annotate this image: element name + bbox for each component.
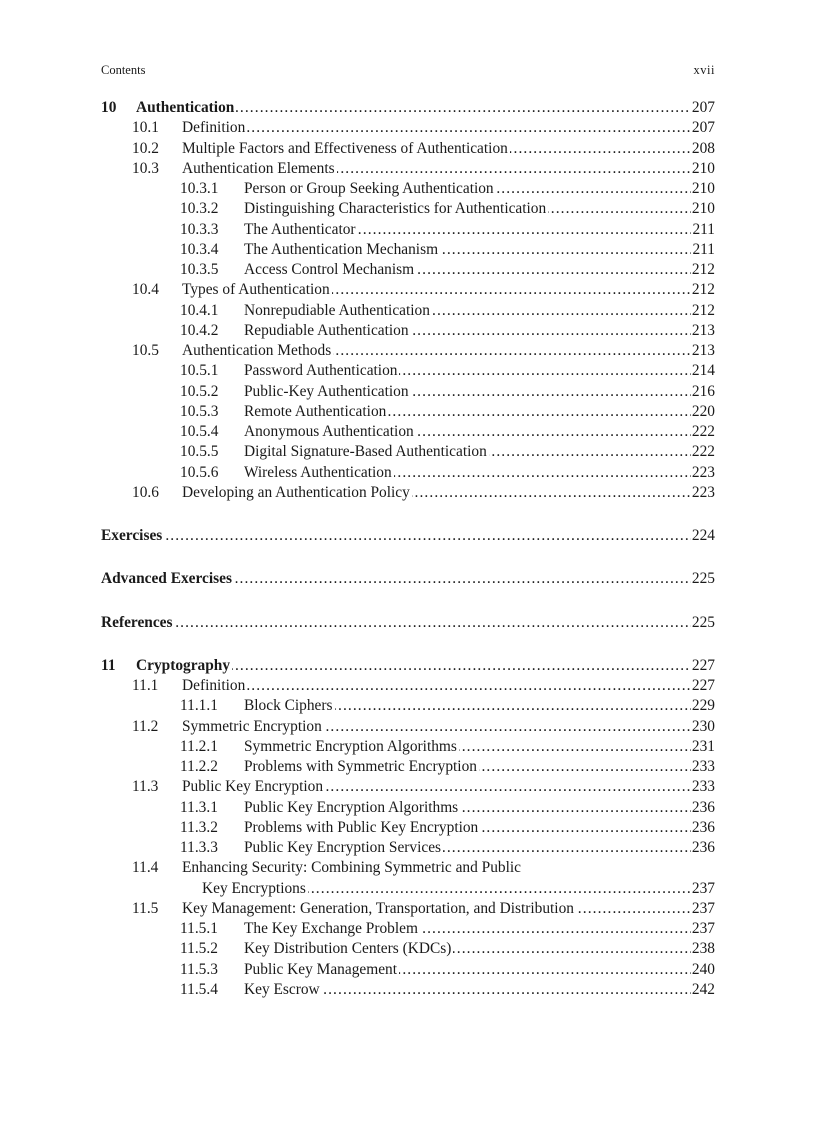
toc-entry-number: 11.1.1 — [180, 697, 218, 715]
toc-entry-title: Nonrepudiable Authentication — [244, 301, 430, 319]
toc-entry-page: 236 — [691, 818, 715, 836]
toc-entry-title: Wireless Authentication — [244, 463, 392, 481]
toc-entry[interactable] — [180, 838, 715, 858]
toc-entry-page: 223 — [691, 463, 715, 481]
toc-entry-title: References — [101, 613, 173, 631]
toc-entry-page: 211 — [692, 220, 715, 238]
toc-entry-title: Remote Authentication — [244, 402, 387, 420]
toc-entry-title: Person or Group Seeking Authentication — [244, 180, 494, 197]
toc-entry-title: Public-Key Authentication — [244, 382, 409, 400]
toc-entry-page: 216 — [691, 382, 715, 400]
toc-entry-number: 10.3 — [132, 159, 159, 177]
toc-entry-page: 211 — [692, 240, 715, 258]
toc-entry-page: 222 — [691, 443, 715, 461]
toc-entry[interactable] — [132, 139, 715, 159]
toc-entry-page: 230 — [691, 717, 715, 735]
toc-entry-page: 213 — [691, 342, 715, 359]
toc-section-entry[interactable] — [101, 613, 715, 633]
toc-entry-title: Access Control Mechanism — [244, 261, 415, 278]
toc-entry[interactable] — [180, 798, 715, 818]
toc-entry-title: Key Encryptions — [202, 879, 306, 897]
toc-entry-number: 11.2 — [132, 717, 159, 735]
toc-entry-number: 10.4.1 — [180, 301, 219, 319]
toc-entry-page: 212 — [691, 301, 715, 319]
toc-entry-page: 242 — [691, 980, 715, 998]
toc-entry[interactable] — [180, 919, 715, 939]
toc-entry-title: Definition — [182, 677, 246, 694]
toc-entry-number: 10.6 — [132, 483, 159, 501]
toc-entry-number: 10.3.2 — [180, 200, 219, 218]
toc-entry-number: 10.1 — [132, 119, 159, 137]
toc-entry[interactable] — [132, 717, 715, 737]
toc-entry-page: 237 — [691, 879, 715, 897]
toc-entry-page: 210 — [691, 200, 715, 218]
toc-entry[interactable] — [132, 280, 715, 300]
toc-entry-number: 11.4 — [132, 859, 159, 877]
toc-entry[interactable] — [180, 321, 715, 341]
toc-entry-title: The Authentication Mechanism — [244, 240, 439, 258]
toc-entry-number: 11.3.3 — [180, 839, 218, 856]
toc-entry-number: 11.2.2 — [180, 758, 218, 775]
toc-entry-title: Symmetric Encryption — [182, 717, 322, 735]
toc-entry-title: Definition — [182, 119, 246, 137]
toc-entry-number: 11.2.1 — [180, 737, 218, 755]
toc-entry[interactable] — [132, 159, 715, 179]
toc-entry-page: 207 — [691, 99, 715, 116]
toc-entry-number: 10.5 — [132, 342, 159, 359]
toc-entry-page: 207 — [691, 119, 715, 137]
toc-entry-title: Distinguishing Characteristics for Authentication — [244, 200, 547, 218]
toc-entry-number: 11.3 — [132, 778, 159, 796]
toc-entry-number: 11.1 — [132, 677, 159, 694]
toc-entry-title: Key Escrow — [244, 980, 320, 998]
toc-entry-number: 10.3.3 — [180, 220, 219, 238]
toc-entry[interactable] — [180, 818, 715, 838]
toc-entry[interactable] — [180, 260, 715, 280]
toc-entry-title: Anonymous Authentication — [244, 423, 414, 440]
toc-entry[interactable] — [180, 220, 715, 240]
toc-entry-title: Problems with Public Key Encryption — [244, 818, 479, 836]
toc-entry-title: Block Ciphers — [244, 697, 333, 715]
toc-entry-title: Symmetric Encryption Algorithms — [244, 737, 457, 755]
toc-entry-number: 10.4.2 — [180, 321, 219, 339]
toc-entry[interactable] — [180, 199, 715, 219]
page-number-roman: xvii — [693, 63, 715, 77]
toc-entry-number: 11.5.3 — [180, 960, 218, 978]
toc-entry[interactable] — [132, 899, 715, 919]
toc-entry-title: The Authenticator — [244, 220, 356, 238]
toc-entry-title: Exercises — [101, 527, 163, 544]
dot-leader — [101, 613, 715, 633]
toc-entry-page: 233 — [691, 758, 715, 775]
toc-entry[interactable] — [180, 757, 715, 777]
toc-chapter-entry[interactable] — [101, 656, 715, 676]
toc-entry-title: Authentication — [136, 99, 235, 116]
toc-section-entry[interactable] — [101, 526, 715, 546]
toc-entry-page: 227 — [691, 677, 715, 694]
running-header-title: Contents — [101, 63, 146, 77]
toc-entry-number: 10 — [101, 99, 117, 116]
toc-entry-number: 10.5.6 — [180, 463, 219, 481]
toc-entry-title: Public Key Encryption Algorithms — [244, 798, 459, 816]
toc-entry-title: Developing an Authentication Policy — [182, 483, 410, 501]
toc-section-entry[interactable] — [101, 569, 715, 589]
toc-entry[interactable] — [180, 696, 715, 716]
toc-entry-title: Public Key Encryption Services — [244, 839, 442, 856]
toc-entry-title: Password Authentication — [244, 362, 398, 380]
toc-entry[interactable] — [132, 118, 715, 138]
toc-chapter-entry[interactable] — [101, 98, 715, 118]
dot-leader — [182, 676, 715, 696]
toc-entry[interactable] — [180, 240, 715, 260]
toc-entry[interactable] — [180, 737, 715, 757]
toc-entry-number: 10.5.4 — [180, 423, 219, 440]
toc-entry-number: 11.5.4 — [180, 980, 218, 998]
toc-entry-page: 227 — [691, 656, 715, 674]
toc-entry-title: The Key Exchange Problem — [244, 920, 418, 937]
toc-entry-title: Repudiable Authentication — [244, 321, 409, 339]
toc-entry-page: 224 — [691, 527, 715, 544]
toc-entry[interactable] — [180, 422, 715, 442]
toc-entry-number: 10.3.4 — [180, 240, 219, 258]
toc-entry-page: 231 — [691, 737, 715, 755]
toc-entry[interactable] — [132, 777, 715, 797]
toc-entry-page: 213 — [691, 321, 715, 339]
toc-entry[interactable] — [180, 463, 715, 483]
toc-entry-page: 238 — [691, 940, 715, 958]
toc-entry[interactable] — [180, 980, 715, 1000]
toc-entry[interactable] — [132, 858, 715, 878]
toc-entry-title: Types of Authentication — [182, 281, 330, 299]
toc-entry-number: 11 — [101, 656, 116, 674]
toc-entry-page: 210 — [691, 159, 715, 177]
toc-entry-number: 11.3.2 — [180, 818, 218, 836]
toc-entry-number: 11.5.2 — [180, 940, 218, 958]
toc-entry-page: 214 — [691, 362, 715, 380]
toc-entry-title: Multiple Factors and Effectiveness of Authentication — [182, 139, 508, 157]
toc-entry[interactable] — [132, 341, 715, 361]
toc-entry[interactable] — [180, 382, 715, 402]
toc-entry-title: Cryptography — [136, 656, 231, 674]
toc-entry-page: 237 — [691, 920, 715, 937]
toc-entry-title: Digital Signature-Based Authentication — [244, 443, 487, 461]
running-header — [101, 62, 715, 78]
toc-entry-page: 223 — [691, 483, 715, 501]
toc-entry-number: 10.5.1 — [180, 362, 219, 380]
toc-entry[interactable] — [132, 676, 715, 696]
toc-entry-title: Authentication Methods — [182, 342, 332, 359]
toc-entry[interactable] — [132, 879, 715, 899]
toc-entry-title: Key Distribution Centers (KDCs) — [244, 940, 452, 958]
toc-entry-page: 240 — [691, 960, 715, 978]
toc-entry-number: 11.5.1 — [180, 920, 218, 937]
toc-entry-page: 212 — [691, 281, 715, 299]
dot-leader — [182, 118, 715, 138]
toc-entry-title: Public Key Encryption — [182, 778, 324, 796]
toc-entry-page: 236 — [691, 798, 715, 816]
toc-entry-number: 10.4 — [132, 281, 159, 299]
toc-entry-title: Public Key Management — [244, 960, 398, 978]
toc-entry[interactable] — [180, 402, 715, 422]
toc-entry-page: 210 — [691, 180, 715, 197]
toc-entry-number: 10.3.1 — [180, 180, 219, 197]
toc-entry-page: 212 — [691, 261, 715, 278]
toc-entry-number: 11.5 — [132, 899, 159, 917]
toc-entry-title: Advanced Exercises — [101, 570, 232, 588]
toc-entry[interactable] — [180, 361, 715, 381]
toc-entry-page: 208 — [691, 139, 715, 157]
toc-entry[interactable] — [180, 960, 715, 980]
toc-entry-page: 236 — [691, 839, 715, 856]
toc-entry[interactable] — [132, 483, 715, 503]
toc-entry-page: 229 — [691, 697, 715, 715]
toc-entry-number: 11.3.1 — [180, 798, 218, 816]
toc-entry[interactable] — [180, 301, 715, 321]
toc-entry-number: 10.5.3 — [180, 402, 219, 420]
toc-entry-page: 225 — [691, 570, 715, 588]
toc-entry-number: 10.5.2 — [180, 382, 219, 400]
toc-entry[interactable] — [180, 442, 715, 462]
toc-entry-page: 237 — [691, 899, 715, 917]
toc-entry-page: 220 — [691, 402, 715, 420]
toc-entry-number: 10.3.5 — [180, 261, 219, 278]
dot-leader — [101, 526, 715, 546]
toc-entry[interactable] — [180, 179, 715, 199]
toc-entry[interactable] — [180, 939, 715, 959]
toc-entry-number: 10.5.5 — [180, 443, 219, 461]
toc-entry-title: Enhancing Security: Combining Symmetric and Public — [182, 859, 521, 877]
toc-entry-page: 222 — [691, 423, 715, 440]
toc-entry-number: 10.2 — [132, 139, 159, 157]
toc-entry-title: Problems with Symmetric Encryption — [244, 758, 477, 775]
toc-entry-page: 225 — [691, 613, 715, 631]
toc-entry-title: Authentication Elements — [182, 159, 335, 177]
toc-entry-title: Key Management: Generation, Transportation, and Distribution — [182, 899, 574, 917]
toc-entry-page: 233 — [691, 778, 715, 796]
